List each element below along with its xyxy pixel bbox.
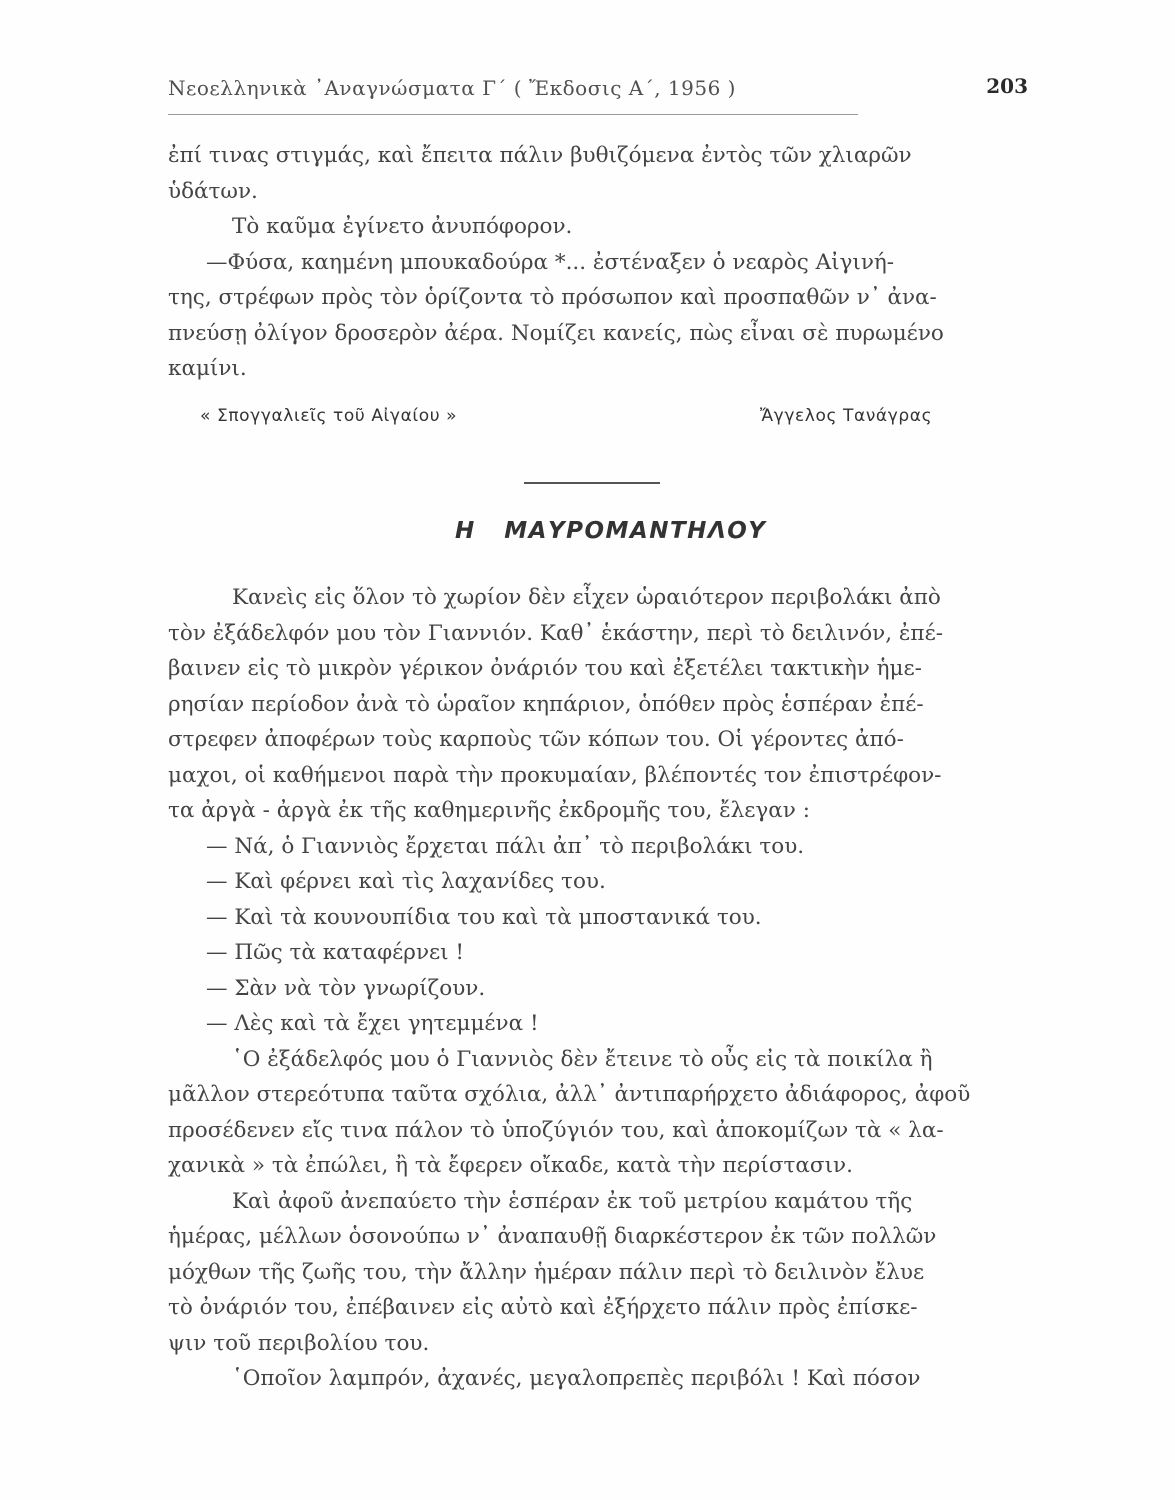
text-line: ψιν τοῦ περιβολίου του. [168, 1330, 430, 1356]
excerpt-source: « Σπογγαλιεῖς τοῦ Αἰγαίου » [200, 406, 458, 426]
text-line: μόχθων τῆς ζωῆς του, τὴν ἄλλην ἡμέραν πάλιν περὶ τὸ δειλινὸν ἔλυε [168, 1259, 925, 1285]
text-line: τὸν ἐξάδελφόν μου τὸν Γιαννιόν. Καθ᾿ ἑκάστην, περὶ τὸ δειλινόν, ἐπέ- [168, 620, 943, 646]
previous-excerpt [168, 138, 1036, 387]
dialog-line: — Λὲς καὶ τὰ ἔχει γητεμμένα ! [206, 1011, 539, 1036]
story-title: Η ΜΑΥΡΟΜΑΝΤΗΛΟΥ [455, 518, 767, 544]
text-line: τὸ ὀνάριόν του, ἐπέβαινεν εἰς αὐτὸ καὶ ἐξήρχετο πάλιν πρὸς ἐπίσκε- [168, 1295, 918, 1320]
excerpt-attribution [200, 406, 1000, 436]
text-line: προσέδενεν εἴς τινα πάλον τὸ ὑποζύγιόν του, καὶ ἀποκομίζων τὰ « λα- [168, 1117, 944, 1143]
text-line: ὑδάτων. [168, 178, 258, 204]
text-line: της, στρέφων πρὸς τὸν ὁρίζοντα τὸ πρόσωπον καὶ προσπαθῶν ν᾿ ἀνα- [168, 285, 937, 310]
excerpt-author: Ἄγγελος Τανάγρας [760, 406, 933, 426]
dialog-line: — Νά, ὁ Γιαννιὸς ἔρχεται πάλι ἀπ᾿ τὸ περιβολάκι του. [206, 833, 805, 859]
running-header [168, 72, 1028, 112]
text-line: ἐπί τινας στιγμάς, καὶ ἔπειτα πάλιν βυθιζόμενα ἐντὸς τῶν χλιαρῶν [168, 143, 912, 168]
text-line: ῾Οποῖον λαμπρόν, ἀχανές, μεγαλοπρεπὲς περιβόλι ! Καὶ πόσον [232, 1366, 921, 1391]
dialog-line: — Καὶ τὰ κουνουπίδια του καὶ τὰ μποστανικά του. [206, 904, 762, 930]
header-rule [168, 114, 858, 115]
story-body [168, 580, 1036, 1397]
text-line: στρεφεν ἀποφέρων τοὺς καρποὺς τῶν κόπων του. Οἱ γέροντες ἀπό- [168, 727, 904, 752]
text-line: ρησίαν περίοδον ἀνὰ τὸ ὡραῖον κηπάριον, ὁπόθεν πρὸς ἑσπέραν ἐπέ- [168, 691, 924, 717]
text-line: τα ἀργὰ - ἀργὰ ἐκ τῆς καθημερινῆς ἐκδρομῆς του, ἔλεγαν : [168, 798, 810, 823]
dialog-line: — Σὰν νὰ τὸν γνωρίζουν. [206, 975, 486, 1001]
text-line: πνεύσῃ ὀλίγον δροσερὸν ἀέρα. Νομίζει κανείς, πὼς εἶναι σὲ πυρωμένο [168, 320, 944, 346]
text-line: μᾶλλον στερεότυπα ταῦτα σχόλια, ἀλλ᾿ ἀντιπαρήρχετο ἀδιάφορος, ἀφοῦ [168, 1082, 971, 1107]
text-line: καμίνι. [168, 356, 247, 381]
text-line: Κανεὶς εἰς ὅλον τὸ χωρίον δὲν εἶχεν ὡραιότερον περιβολάκι ἀπὸ [232, 585, 941, 610]
text-line: βαινεν εἰς τὸ μικρὸν γέρικον ὀνάριόν του καὶ ἐξετέλει τακτικὴν ἡμε- [168, 656, 922, 681]
text-line: ἡμέρας, μέλλων ὁσονούπω ν᾿ ἀναπαυθῇ διαρκέστερον ἐκ τῶν πολλῶν [168, 1224, 937, 1249]
dialog-line: — Καὶ φέρνει καὶ τὶς λαχανίδες του. [206, 869, 606, 894]
text-line: μαχοι, οἱ καθήμενοι παρὰ τὴν προκυμαίαν, βλέποντές τον ἐπιστρέφον- [168, 762, 942, 788]
book-title: Νεοελληνικὰ ᾿Αναγνώσματα Γ´ ( Ἔκδοσις Α´, 1956 ) [168, 76, 736, 100]
text-line: —Φύσα, καημένη μπουκαδούρα *... ἐστέναξεν ὁ νεαρὸς Αἰγινή- [206, 249, 895, 275]
text-line: Καὶ ἀφοῦ ἀνεπαύετο τὴν ἑσπέραν ἐκ τοῦ μετρίου καμάτου τῆς [232, 1188, 913, 1214]
text-line: ῾Ο ἐξάδελφός μου ὁ Γιαννιὸς δὲν ἔτεινε τὸ οὖς εἰς τὰ ποικίλα ἢ [232, 1046, 933, 1072]
dialog-line: — Πῶς τὰ καταφέρνει ! [206, 940, 465, 965]
page-number: 203 [986, 74, 1028, 98]
section-separator [524, 482, 660, 484]
text-line: Τὸ καῦμα ἐγίνετο ἀνυπόφορον. [232, 214, 573, 239]
text-line: χανικὰ » τὰ ἐπώλει, ἢ τὰ ἔφερεν οἴκαδε, κατὰ τὴν περίστασιν. [168, 1153, 853, 1178]
